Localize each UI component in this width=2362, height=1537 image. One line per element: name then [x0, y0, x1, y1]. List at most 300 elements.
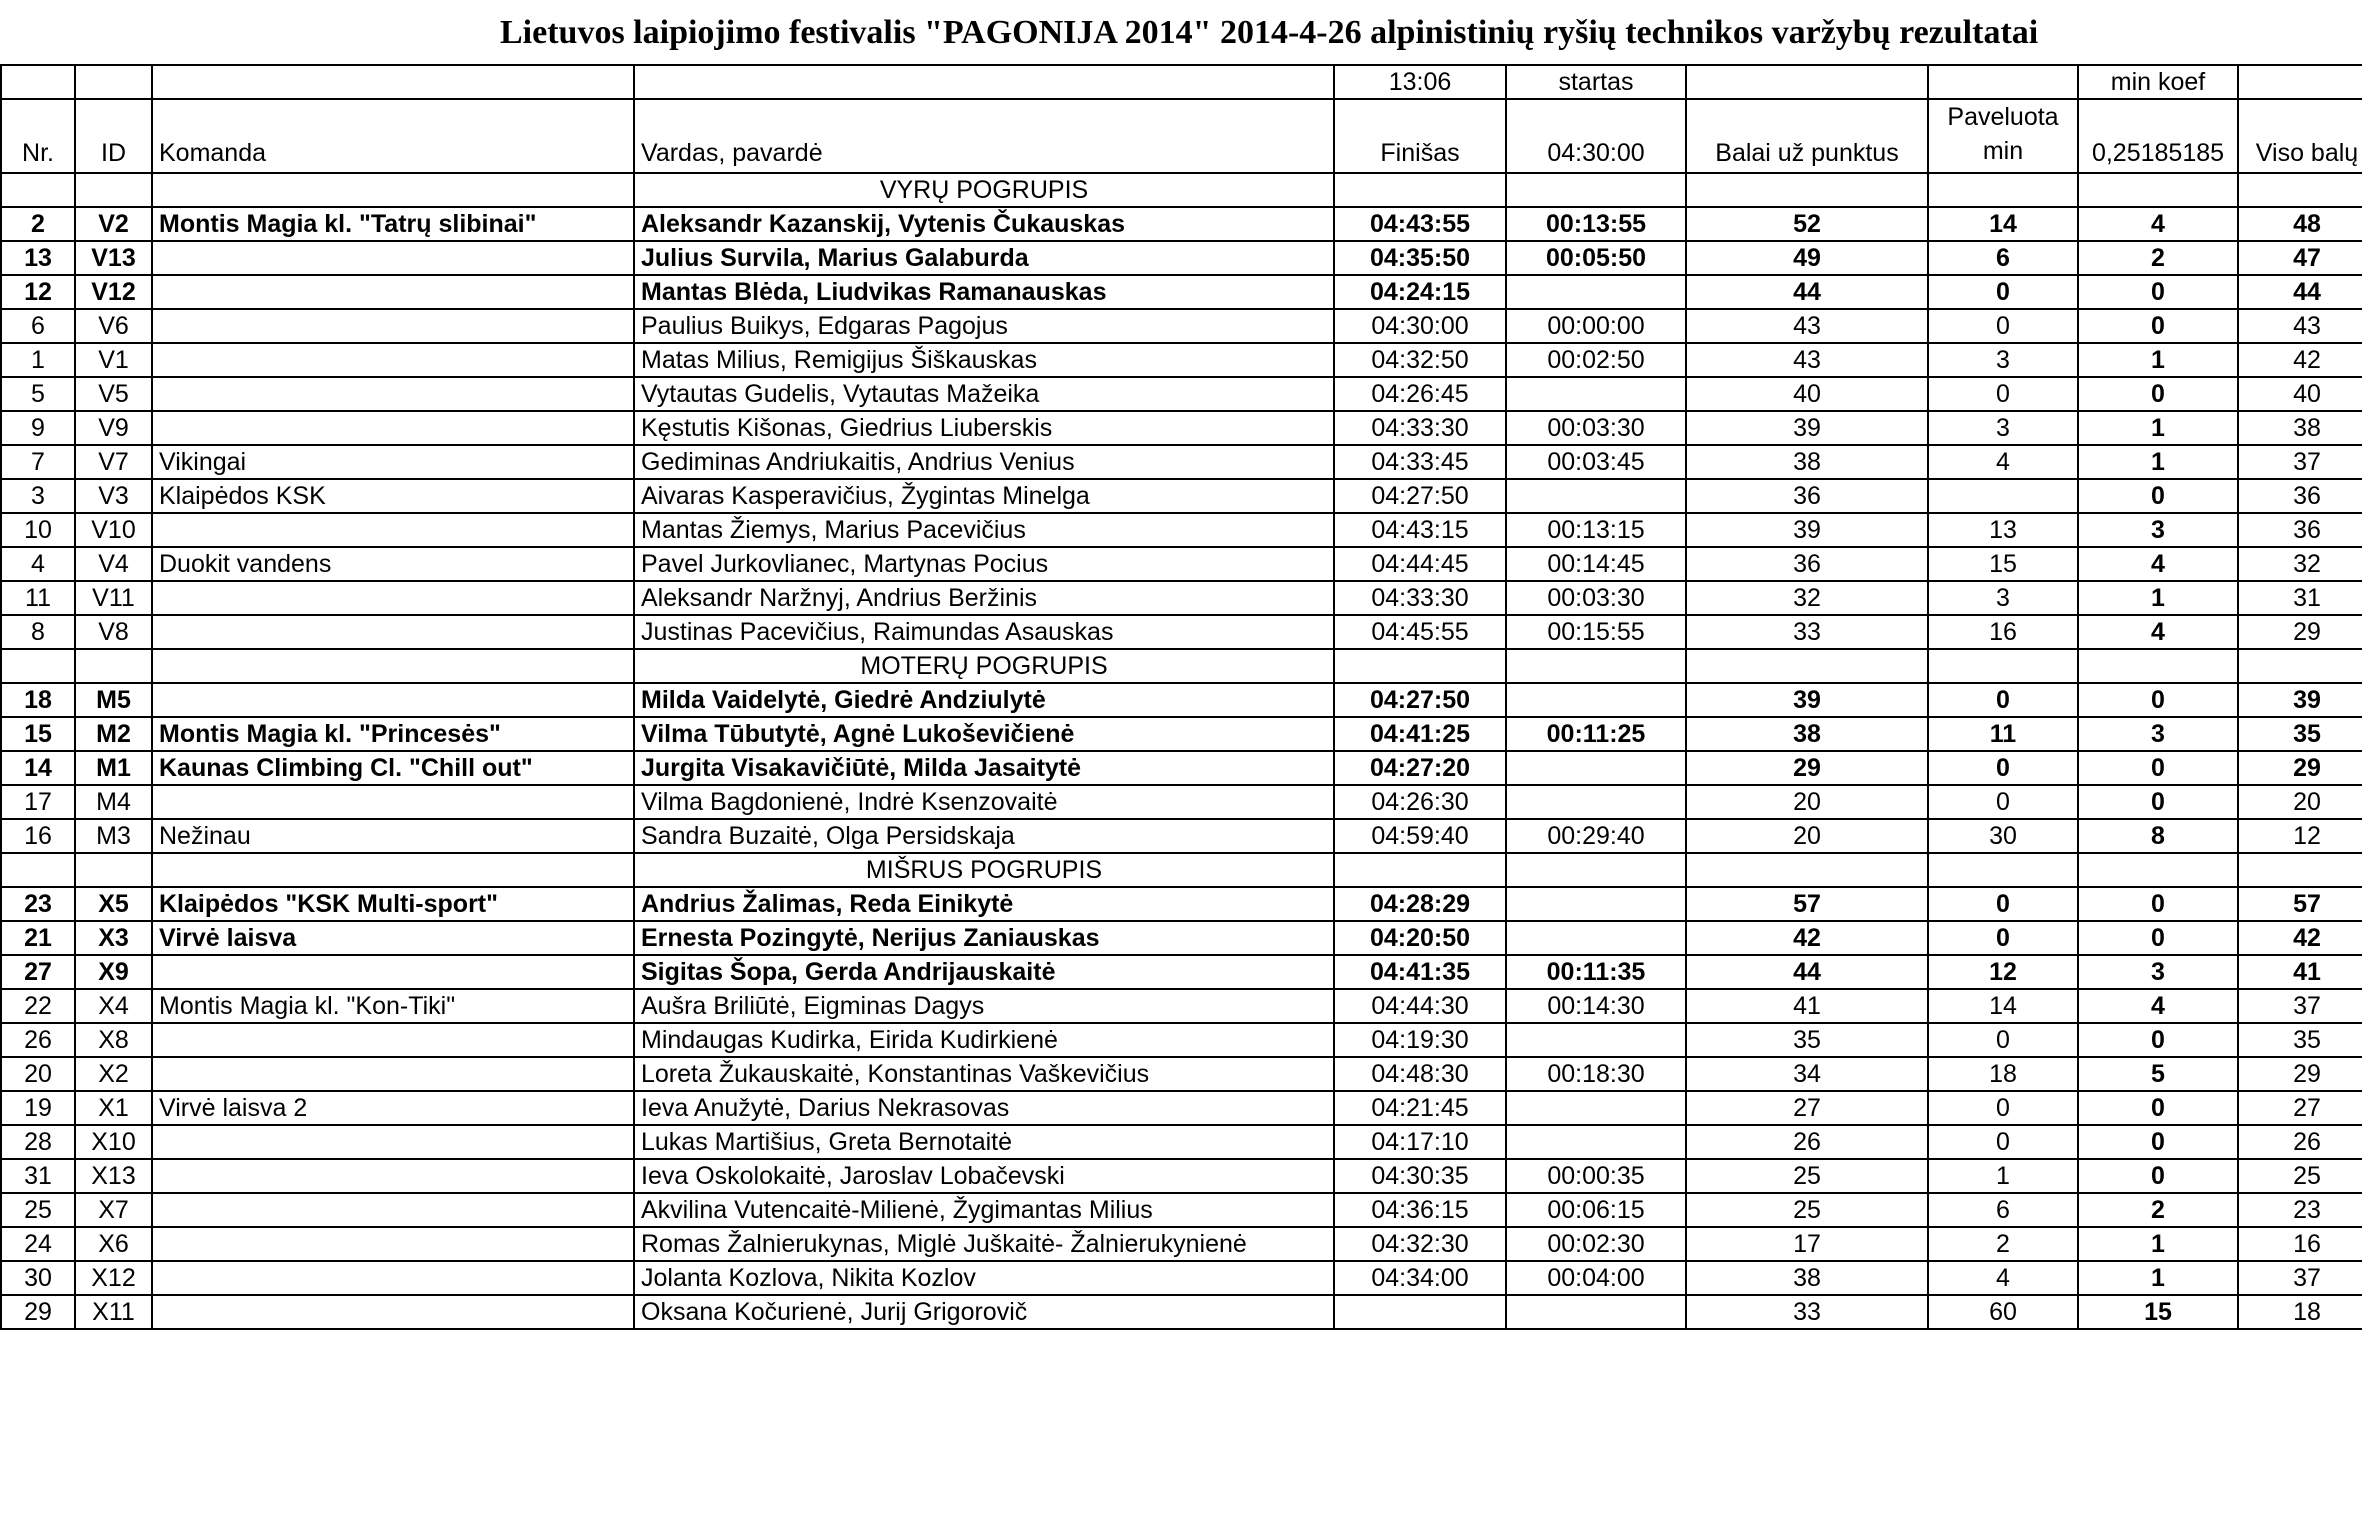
cell-late-time	[1506, 1091, 1686, 1125]
cell-nr: 15	[1, 717, 75, 751]
cell-penalty: 1	[2078, 1261, 2238, 1295]
cell-penalty: 0	[2078, 921, 2238, 955]
cell-points: 39	[1686, 683, 1928, 717]
cell-nr: 26	[1, 1023, 75, 1057]
header-finish: Finišas	[1334, 99, 1506, 173]
results-table	[0, 64, 2362, 1330]
cell-points: 38	[1686, 445, 1928, 479]
cell-points: 25	[1686, 1159, 1928, 1193]
cell-nr: 13	[1, 241, 75, 275]
table-row	[1, 581, 2362, 615]
cell-total: 41	[2238, 955, 2362, 989]
cell-late-min: 6	[1928, 1193, 2078, 1227]
cell-id: V8	[75, 615, 152, 649]
table-row	[1, 1295, 2362, 1329]
group-title: VYRŲ POGRUPIS	[634, 173, 1334, 207]
cell-late-min: 18	[1928, 1057, 2078, 1091]
cell-id: X12	[75, 1261, 152, 1295]
cell-names: Mantas Žiemys, Marius Pacevičius	[634, 513, 1334, 547]
cell-total: 23	[2238, 1193, 2362, 1227]
cell-penalty: 0	[2078, 1125, 2238, 1159]
cell-team: Klaipėdos "KSK Multi-sport"	[152, 887, 634, 921]
meta-row	[1, 65, 2362, 99]
cell-points: 33	[1686, 1295, 1928, 1329]
header-id: ID	[75, 99, 152, 173]
cell-id: V2	[75, 207, 152, 241]
cell-nr: 27	[1, 955, 75, 989]
header-late	[1928, 99, 2078, 173]
cell-team: Klaipėdos KSK	[152, 479, 634, 513]
cell-late-time: 00:14:30	[1506, 989, 1686, 1023]
cell-id: X10	[75, 1125, 152, 1159]
header-total: Viso balų	[2238, 99, 2362, 173]
cell-late-min: 0	[1928, 751, 2078, 785]
cell-nr: 7	[1, 445, 75, 479]
cell-finish: 04:43:15	[1334, 513, 1506, 547]
cell-id: X7	[75, 1193, 152, 1227]
table-row	[1, 717, 2362, 751]
cell-finish: 04:33:30	[1334, 581, 1506, 615]
cell-total: 47	[2238, 241, 2362, 275]
header-late-line1: Paveluota	[1947, 103, 2059, 131]
cell-finish	[1334, 1295, 1506, 1329]
cell-id: X3	[75, 921, 152, 955]
cell-late-min: 3	[1928, 411, 2078, 445]
cell-late-min: 16	[1928, 615, 2078, 649]
cell-team	[152, 1227, 634, 1261]
cell-total: 39	[2238, 683, 2362, 717]
cell-finish: 04:59:40	[1334, 819, 1506, 853]
table-row	[1, 1159, 2362, 1193]
cell-names: Oksana Kočurienė, Jurij Grigorovič	[634, 1295, 1334, 1329]
cell-id: M4	[75, 785, 152, 819]
cell-id: X8	[75, 1023, 152, 1057]
cell-id: V12	[75, 275, 152, 309]
cell-id: M3	[75, 819, 152, 853]
cell-total: 18	[2238, 1295, 2362, 1329]
cell-points: 33	[1686, 615, 1928, 649]
cell-points: 17	[1686, 1227, 1928, 1261]
cell-team	[152, 1193, 634, 1227]
cell-points: 40	[1686, 377, 1928, 411]
cell-team: Montis Magia kl. "Princesės"	[152, 717, 634, 751]
cell-nr: 11	[1, 581, 75, 615]
cell-total: 29	[2238, 615, 2362, 649]
cell-id: M5	[75, 683, 152, 717]
cell-late-min: 0	[1928, 309, 2078, 343]
cell-id: M2	[75, 717, 152, 751]
cell-names: Lukas Martišius, Greta Bernotaitė	[634, 1125, 1334, 1159]
page-title: Lietuvos laipiojimo festivalis "PAGONIJA 2014" 2014-4-26 alpinistinių ryšių technikos varžybų rezultatai	[500, 14, 2039, 51]
cell-team	[152, 1261, 634, 1295]
cell-nr: 5	[1, 377, 75, 411]
cell-team	[152, 581, 634, 615]
cell-points: 44	[1686, 955, 1928, 989]
cell-points: 52	[1686, 207, 1928, 241]
cell-late-time: 00:15:55	[1506, 615, 1686, 649]
cell-nr: 4	[1, 547, 75, 581]
table-row	[1, 207, 2362, 241]
header-points: Balai už punktus	[1686, 99, 1928, 173]
cell-team	[152, 1159, 634, 1193]
cell-id: V9	[75, 411, 152, 445]
cell-nr: 20	[1, 1057, 75, 1091]
cell-finish: 04:28:29	[1334, 887, 1506, 921]
cell-penalty: 4	[2078, 547, 2238, 581]
cell-finish: 04:27:20	[1334, 751, 1506, 785]
cell-penalty: 1	[2078, 581, 2238, 615]
cell-team	[152, 615, 634, 649]
cell-late-time: 00:13:55	[1506, 207, 1686, 241]
table-row	[1, 309, 2362, 343]
cell-team	[152, 683, 634, 717]
cell-late-min: 30	[1928, 819, 2078, 853]
cell-team	[152, 1125, 634, 1159]
cell-nr: 18	[1, 683, 75, 717]
cell-finish: 04:44:30	[1334, 989, 1506, 1023]
cell-total: 48	[2238, 207, 2362, 241]
cell-total: 42	[2238, 921, 2362, 955]
cell-total: 27	[2238, 1091, 2362, 1125]
table-row	[1, 1091, 2362, 1125]
cell-finish: 04:44:45	[1334, 547, 1506, 581]
table-row	[1, 1125, 2362, 1159]
cell-names: Jurgita Visakavičiūtė, Milda Jasaitytė	[634, 751, 1334, 785]
cell-total: 38	[2238, 411, 2362, 445]
cell-nr: 24	[1, 1227, 75, 1261]
cell-penalty: 1	[2078, 445, 2238, 479]
cell-names: Jolanta Kozlova, Nikita Kozlov	[634, 1261, 1334, 1295]
cell-team	[152, 1057, 634, 1091]
cell-id: V5	[75, 377, 152, 411]
cell-team	[152, 955, 634, 989]
cell-id: V13	[75, 241, 152, 275]
group-header-row	[1, 173, 2362, 207]
cell-late-time: 00:13:15	[1506, 513, 1686, 547]
cell-total: 40	[2238, 377, 2362, 411]
cell-nr: 29	[1, 1295, 75, 1329]
cell-finish: 04:32:50	[1334, 343, 1506, 377]
cell-names: Ieva Oskolokaitė, Jaroslav Lobačevski	[634, 1159, 1334, 1193]
table-row	[1, 411, 2362, 445]
header-nr: Nr.	[1, 99, 75, 173]
cell-late-time: 00:02:30	[1506, 1227, 1686, 1261]
cell-late-time	[1506, 1295, 1686, 1329]
cell-nr: 23	[1, 887, 75, 921]
cell-late-time: 00:03:30	[1506, 411, 1686, 445]
cell-late-min: 0	[1928, 1023, 2078, 1057]
cell-points: 36	[1686, 547, 1928, 581]
cell-finish: 04:24:15	[1334, 275, 1506, 309]
cell-names: Vytautas Gudelis, Vytautas Mažeika	[634, 377, 1334, 411]
cell-nr: 31	[1, 1159, 75, 1193]
cell-penalty: 4	[2078, 207, 2238, 241]
cell-names: Aivaras Kasperavičius, Žygintas Minelga	[634, 479, 1334, 513]
cell-names: Akvilina Vutencaitė-Milienė, Žygimantas Milius	[634, 1193, 1334, 1227]
cell-late-time	[1506, 1023, 1686, 1057]
cell-team	[152, 1295, 634, 1329]
cell-points: 34	[1686, 1057, 1928, 1091]
cell-team	[152, 785, 634, 819]
cell-late-time: 00:03:45	[1506, 445, 1686, 479]
cell-points: 27	[1686, 1091, 1928, 1125]
table-row	[1, 615, 2362, 649]
cell-late-time	[1506, 751, 1686, 785]
cell-late-time	[1506, 683, 1686, 717]
cell-names: Milda Vaidelytė, Giedrė Andziulytė	[634, 683, 1334, 717]
cell-penalty: 1	[2078, 1227, 2238, 1261]
table-row	[1, 343, 2362, 377]
cell-nr: 28	[1, 1125, 75, 1159]
cell-finish: 04:27:50	[1334, 479, 1506, 513]
table-row	[1, 887, 2362, 921]
cell-total: 37	[2238, 1261, 2362, 1295]
cell-names: Romas Žalnierukynas, Miglė Juškaitė- Žalnierukynienė	[634, 1227, 1334, 1261]
cell-id: V4	[75, 547, 152, 581]
cell-late-time: 00:03:30	[1506, 581, 1686, 615]
cell-late-min: 2	[1928, 1227, 2078, 1261]
table-row	[1, 921, 2362, 955]
cell-late-min	[1928, 479, 2078, 513]
cell-penalty: 0	[2078, 683, 2238, 717]
cell-penalty: 3	[2078, 513, 2238, 547]
cell-late-time: 00:02:50	[1506, 343, 1686, 377]
cell-finish: 04:41:35	[1334, 955, 1506, 989]
cell-points: 25	[1686, 1193, 1928, 1227]
group-title: MIŠRUS POGRUPIS	[634, 853, 1334, 887]
cell-finish: 04:30:00	[1334, 309, 1506, 343]
cell-finish: 04:30:35	[1334, 1159, 1506, 1193]
cell-total: 12	[2238, 819, 2362, 853]
cell-names: Paulius Buikys, Edgaras Pagojus	[634, 309, 1334, 343]
cell-late-min: 0	[1928, 1091, 2078, 1125]
cell-id: X11	[75, 1295, 152, 1329]
cell-penalty: 2	[2078, 241, 2238, 275]
cell-late-min: 11	[1928, 717, 2078, 751]
cell-points: 39	[1686, 411, 1928, 445]
cell-points: 39	[1686, 513, 1928, 547]
cell-finish: 04:20:50	[1334, 921, 1506, 955]
cell-id: V3	[75, 479, 152, 513]
cell-nr: 21	[1, 921, 75, 955]
cell-late-time	[1506, 887, 1686, 921]
cell-team	[152, 411, 634, 445]
cell-penalty: 1	[2078, 411, 2238, 445]
cell-points: 38	[1686, 717, 1928, 751]
cell-late-min: 4	[1928, 1261, 2078, 1295]
table-row	[1, 819, 2362, 853]
cell-penalty: 8	[2078, 819, 2238, 853]
cell-team: Virvė laisva 2	[152, 1091, 634, 1125]
cell-names: Vilma Bagdonienė, Indrė Ksenzovaitė	[634, 785, 1334, 819]
header-koef: 0,25185185	[2078, 99, 2238, 173]
cell-late-min: 14	[1928, 207, 2078, 241]
cell-names: Kęstutis Kišonas, Giedrius Liuberskis	[634, 411, 1334, 445]
cell-finish: 04:27:50	[1334, 683, 1506, 717]
cell-penalty: 0	[2078, 377, 2238, 411]
header-names: Vardas, pavardė	[634, 99, 1334, 173]
cell-late-time: 00:04:00	[1506, 1261, 1686, 1295]
cell-names: Ieva Anužytė, Darius Nekrasovas	[634, 1091, 1334, 1125]
cell-id: M1	[75, 751, 152, 785]
cell-finish: 04:26:30	[1334, 785, 1506, 819]
cell-penalty: 3	[2078, 717, 2238, 751]
cell-team: Vikingai	[152, 445, 634, 479]
table-row	[1, 479, 2362, 513]
cell-points: 43	[1686, 309, 1928, 343]
header-team: Komanda	[152, 99, 634, 173]
cell-team	[152, 1023, 634, 1057]
cell-nr: 6	[1, 309, 75, 343]
table-row	[1, 1057, 2362, 1091]
cell-late-time	[1506, 785, 1686, 819]
cell-names: Sandra Buzaitė, Olga Persidskaja	[634, 819, 1334, 853]
table-row	[1, 445, 2362, 479]
cell-penalty: 4	[2078, 989, 2238, 1023]
cell-names: Sigitas Šopa, Gerda Andrijauskaitė	[634, 955, 1334, 989]
table-row	[1, 377, 2362, 411]
cell-finish: 04:43:55	[1334, 207, 1506, 241]
cell-team	[152, 377, 634, 411]
table-row	[1, 1261, 2362, 1295]
cell-names: Vilma Tūbutytė, Agnė Lukoševičienė	[634, 717, 1334, 751]
cell-team	[152, 241, 634, 275]
table-row	[1, 683, 2362, 717]
cell-late-time: 00:05:50	[1506, 241, 1686, 275]
cell-id: X2	[75, 1057, 152, 1091]
cell-nr: 9	[1, 411, 75, 445]
cell-penalty: 0	[2078, 887, 2238, 921]
cell-penalty: 0	[2078, 1159, 2238, 1193]
cell-names: Matas Milius, Remigijus Šiškauskas	[634, 343, 1334, 377]
cell-late-min: 0	[1928, 275, 2078, 309]
table-row	[1, 1193, 2362, 1227]
cell-total: 43	[2238, 309, 2362, 343]
cell-nr: 10	[1, 513, 75, 547]
meta-min-koef: min koef	[2078, 65, 2238, 99]
cell-finish: 04:45:55	[1334, 615, 1506, 649]
cell-finish: 04:35:50	[1334, 241, 1506, 275]
cell-id: V7	[75, 445, 152, 479]
table-row	[1, 513, 2362, 547]
cell-late-time	[1506, 921, 1686, 955]
cell-total: 44	[2238, 275, 2362, 309]
cell-nr: 3	[1, 479, 75, 513]
cell-late-min: 15	[1928, 547, 2078, 581]
cell-penalty: 0	[2078, 275, 2238, 309]
cell-points: 49	[1686, 241, 1928, 275]
header-start-time: 04:30:00	[1506, 99, 1686, 173]
cell-total: 36	[2238, 479, 2362, 513]
cell-late-min: 0	[1928, 683, 2078, 717]
cell-total: 57	[2238, 887, 2362, 921]
cell-points: 41	[1686, 989, 1928, 1023]
cell-team	[152, 343, 634, 377]
cell-names: Pavel Jurkovlianec, Martynas Pocius	[634, 547, 1334, 581]
cell-late-time	[1506, 1125, 1686, 1159]
cell-nr: 30	[1, 1261, 75, 1295]
cell-team: Montis Magia kl. "Kon-Tiki"	[152, 989, 634, 1023]
cell-nr: 14	[1, 751, 75, 785]
cell-id: X9	[75, 955, 152, 989]
cell-id: V10	[75, 513, 152, 547]
cell-late-min: 60	[1928, 1295, 2078, 1329]
cell-team: Virvė laisva	[152, 921, 634, 955]
cell-late-time: 00:11:25	[1506, 717, 1686, 751]
cell-late-time: 00:00:00	[1506, 309, 1686, 343]
cell-finish: 04:19:30	[1334, 1023, 1506, 1057]
cell-team: Kaunas Climbing Cl. "Chill out"	[152, 751, 634, 785]
cell-total: 32	[2238, 547, 2362, 581]
cell-late-min: 0	[1928, 887, 2078, 921]
cell-total: 36	[2238, 513, 2362, 547]
cell-finish: 04:41:25	[1334, 717, 1506, 751]
cell-penalty: 1	[2078, 343, 2238, 377]
cell-nr: 2	[1, 207, 75, 241]
cell-late-min: 1	[1928, 1159, 2078, 1193]
cell-nr: 25	[1, 1193, 75, 1227]
cell-penalty: 0	[2078, 751, 2238, 785]
cell-id: V6	[75, 309, 152, 343]
cell-total: 20	[2238, 785, 2362, 819]
header-row	[1, 99, 2362, 173]
cell-team	[152, 513, 634, 547]
cell-points: 35	[1686, 1023, 1928, 1057]
cell-finish: 04:32:30	[1334, 1227, 1506, 1261]
cell-points: 29	[1686, 751, 1928, 785]
cell-total: 35	[2238, 717, 2362, 751]
table-row	[1, 989, 2362, 1023]
cell-penalty: 0	[2078, 1023, 2238, 1057]
cell-points: 36	[1686, 479, 1928, 513]
cell-late-time: 00:14:45	[1506, 547, 1686, 581]
cell-penalty: 0	[2078, 479, 2238, 513]
cell-late-time	[1506, 377, 1686, 411]
cell-late-time	[1506, 275, 1686, 309]
cell-total: 29	[2238, 1057, 2362, 1091]
group-title: MOTERŲ POGRUPIS	[634, 649, 1334, 683]
cell-total: 25	[2238, 1159, 2362, 1193]
cell-team: Nežinau	[152, 819, 634, 853]
cell-id: V11	[75, 581, 152, 615]
cell-nr: 16	[1, 819, 75, 853]
cell-late-time: 00:06:15	[1506, 1193, 1686, 1227]
cell-total: 26	[2238, 1125, 2362, 1159]
cell-points: 44	[1686, 275, 1928, 309]
table-row	[1, 275, 2362, 309]
cell-id: X5	[75, 887, 152, 921]
cell-total: 37	[2238, 445, 2362, 479]
cell-late-min: 12	[1928, 955, 2078, 989]
cell-finish: 04:36:15	[1334, 1193, 1506, 1227]
cell-penalty: 3	[2078, 955, 2238, 989]
cell-points: 57	[1686, 887, 1928, 921]
cell-late-time: 00:11:35	[1506, 955, 1686, 989]
cell-nr: 8	[1, 615, 75, 649]
cell-late-time: 00:29:40	[1506, 819, 1686, 853]
cell-points: 32	[1686, 581, 1928, 615]
cell-late-min: 14	[1928, 989, 2078, 1023]
cell-team	[152, 309, 634, 343]
cell-finish: 04:34:00	[1334, 1261, 1506, 1295]
cell-total: 37	[2238, 989, 2362, 1023]
cell-names: Gediminas Andriukaitis, Andrius Venius	[634, 445, 1334, 479]
cell-finish: 04:26:45	[1334, 377, 1506, 411]
table-row	[1, 1023, 2362, 1057]
cell-late-min: 6	[1928, 241, 2078, 275]
cell-finish: 04:48:30	[1334, 1057, 1506, 1091]
table-row	[1, 241, 2362, 275]
